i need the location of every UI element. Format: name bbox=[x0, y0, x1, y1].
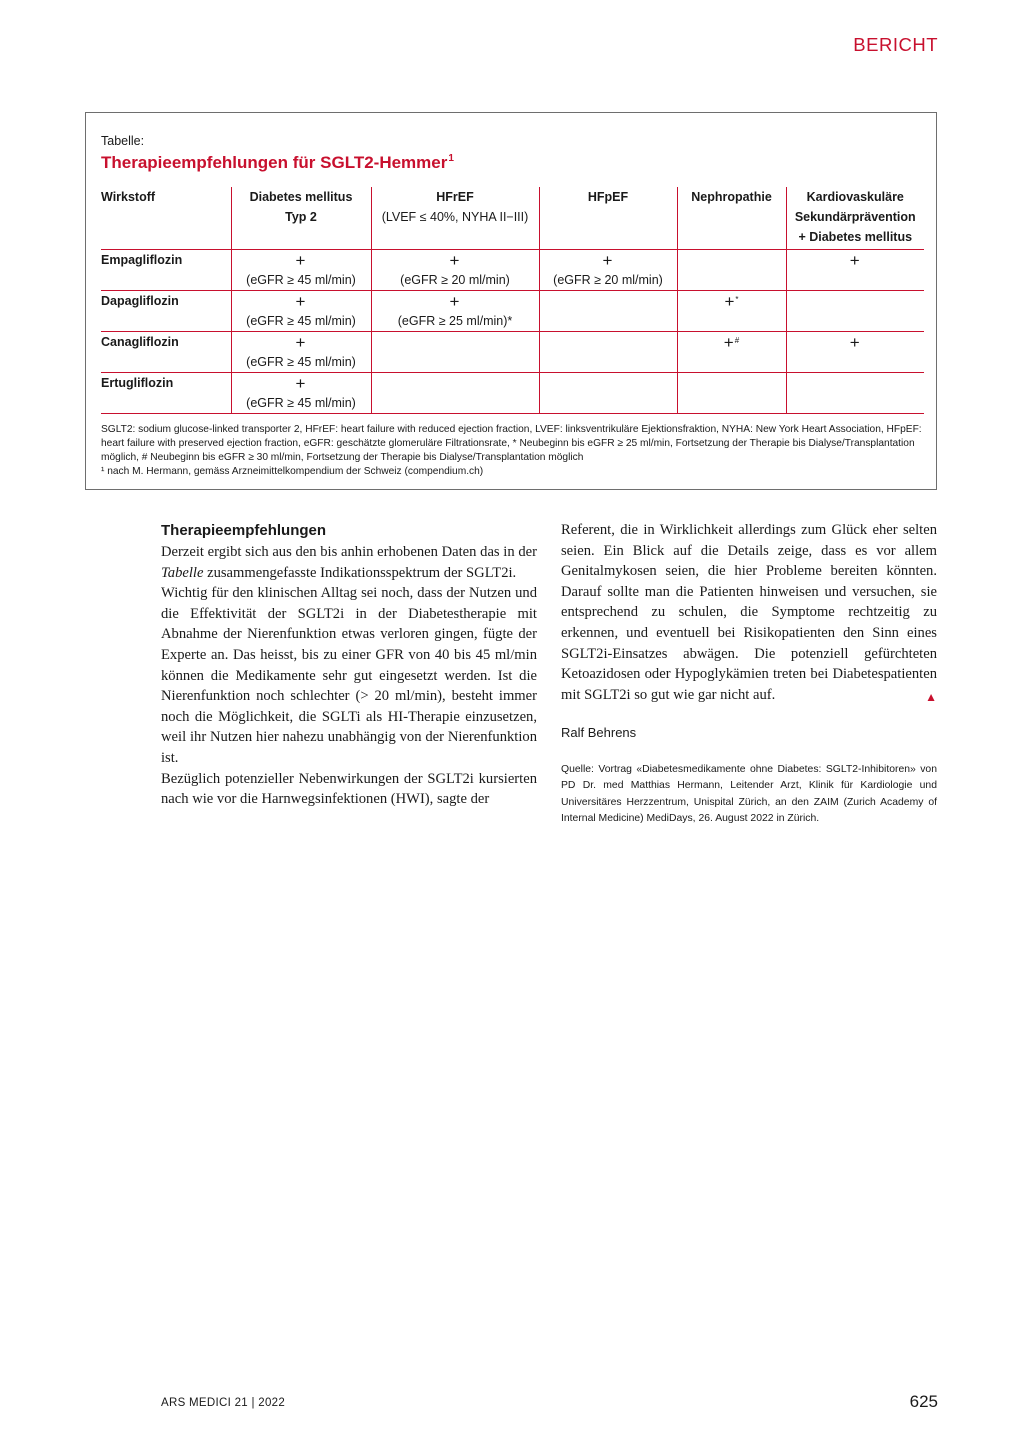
article-paragraph-2: Wichtig für den klinischen Alltag sei noch, dass der Nutzen und die Effektivität der SGLT2i in der Diabetestherapie mit Abnahme der Nierenfunktion etwas verloren gingen, fügte der Experte an. Das heisst, bis zu einer GFR von 40 bis 45 ml/min können die Medikamente sehr gut eingesetzt werden. Ist die Nierenfunktion noch schlechter (> 20 ml/min), besteht immer noch die Möglichkeit, die SGLTi als HI-Therapie einzusetzen, weil ihr Nutzen hier nahezu unabhängig von der Nierenfunktion ist. bbox=[161, 585, 537, 766]
table-cell bbox=[231, 291, 371, 332]
table-cell bbox=[786, 332, 924, 373]
journal-footer: ARS MEDICI 21 | 2022 bbox=[161, 1397, 286, 1409]
table-row bbox=[101, 332, 924, 373]
recommendation-mark: + bbox=[849, 333, 860, 352]
article-heading: Therapieempfehlungen bbox=[161, 522, 327, 539]
table-cell bbox=[371, 250, 539, 291]
sglt2-table bbox=[101, 187, 924, 414]
table-footnote-abbreviations: SGLT2: sodium glucose-linked transporter 2, HFrEF: heart failure with reduced ejection fraction, LVEF: linksventrikuläre Ejektionsfraktion, NYHA: New York Heart Association, HFpEF: heart failure with preserved ejection fraction, eGFR: geschätzte glomeruläre Filtrationsrate, * Neubeginn bis eGFR ≥ 25 ml/min, Fortsetzung der Therapie bis Dialyse/Transplantation möglich, # Neubeginn bis eGFR ≥ 30 ml/min, Fortsetzung der Therapie bis Dialyse/Transplantation möglich bbox=[101, 424, 922, 463]
table-kicker: Tabelle: bbox=[101, 134, 145, 148]
recommendation-mark: +# bbox=[723, 333, 740, 352]
recommendation-mark bbox=[678, 373, 786, 393]
table-cell bbox=[231, 250, 371, 291]
article-paragraph-1: Derzeit ergibt sich aus den bis anhin erhobenen Daten das in der Tabelle zusammengefasste Indikationsspektrum der SGLT2i. bbox=[161, 544, 537, 581]
section-label: BERICHT bbox=[853, 34, 938, 55]
column-header: HFpEF bbox=[539, 187, 677, 250]
article-column-left bbox=[161, 522, 537, 810]
table-row bbox=[101, 373, 924, 414]
recommendation-mark: + bbox=[295, 333, 306, 352]
recommendation-mark: +* bbox=[724, 292, 739, 311]
table-cell bbox=[539, 291, 677, 332]
recommendation-mark bbox=[372, 373, 539, 393]
recommendation-mark: + bbox=[295, 374, 306, 393]
table-reference: Tabelle bbox=[161, 564, 204, 581]
table-cell bbox=[786, 250, 924, 291]
recommendation-mark bbox=[540, 291, 677, 311]
table-cell bbox=[786, 291, 924, 332]
recommendation-mark bbox=[540, 332, 677, 352]
column-header: Nephropathie bbox=[677, 187, 786, 250]
column-header: Kardiovaskuläre Sekundärprävention + Diabetes mellitus bbox=[786, 187, 924, 250]
table-header-row bbox=[101, 187, 924, 250]
table-cell bbox=[371, 291, 539, 332]
author: Ralf Behrens bbox=[561, 725, 637, 741]
recommendation-mark bbox=[678, 250, 786, 270]
recommendation-mark bbox=[787, 291, 925, 311]
egfr-threshold: (eGFR ≥ 45 ml/min) bbox=[246, 273, 356, 287]
end-of-article-icon: ▲ bbox=[925, 689, 937, 704]
table-cell bbox=[677, 373, 786, 414]
table-cell bbox=[539, 373, 677, 414]
egfr-threshold: (eGFR ≥ 20 ml/min) bbox=[553, 273, 663, 287]
egfr-threshold: (eGFR ≥ 45 ml/min) bbox=[246, 314, 356, 328]
table-cell bbox=[786, 373, 924, 414]
recommendation-mark: + bbox=[449, 292, 460, 311]
table-cell bbox=[231, 332, 371, 373]
article-paragraph-3-end: Referent, die in Wirklichkeit allerdings zum Glück eher selten seien. Ein Blick auf die Details zeige, dass es vor allem Genitalmykosen seien, die hier Probleme bereiten könnten. Darauf sollte man die Patienten hinweisen und versuchen, sie entsprechend zu schulen, die Symptome rechtzeitig zu erkennen, und eventuell bei Risikopatienten den Sinn eines SGLT2i-Einsatzes abwägen. Die potenziell gefürchteten Ketoazidosen oder Hypoglykämien treten bei Diabetespatienten mit SGLT2i so gut wie gar nicht auf. ▲ bbox=[561, 520, 937, 705]
column-header: Wirkstoff bbox=[101, 190, 156, 204]
table-box bbox=[85, 112, 937, 490]
table-cell bbox=[677, 250, 786, 291]
table-cell bbox=[371, 332, 539, 373]
egfr-threshold: (eGFR ≥ 25 ml/min)* bbox=[397, 314, 513, 328]
table-footnotes bbox=[101, 423, 923, 479]
drug-name: Empagliflozin bbox=[101, 253, 183, 267]
table-row bbox=[101, 250, 924, 291]
source-note: Quelle: Vortrag «Diabetesmedikamente ohne Diabetes: SGLT2-Inhibitoren» von PD Dr. med Matthias Hermann, Leitender Arzt, Klinik für Kardiologie und Universitäres Herzzentrum, Unispital Zürich, an den ZAIM (Zurich Academy of Internal Medicine) MediDays, 26. August 2022 in Zürich. bbox=[561, 763, 937, 825]
egfr-threshold: (eGFR ≥ 20 ml/min) bbox=[400, 273, 510, 287]
page-number: 625 bbox=[909, 1392, 938, 1411]
table-title: Therapieempfehlungen für SGLT2-Hemmer$^1$ bbox=[101, 153, 454, 172]
egfr-threshold: (eGFR ≥ 45 ml/min) bbox=[246, 355, 356, 369]
drug-name: Dapagliflozin bbox=[101, 294, 179, 308]
drug-name: Ertugliflozin bbox=[101, 376, 174, 390]
table-cell bbox=[677, 291, 786, 332]
article-paragraph-3-start: Bezüglich potenzieller Nebenwirkungen der SGLT2i kursierten nach wie vor die Harnwegsinfektionen (HWI), sagte der bbox=[161, 770, 537, 808]
recommendation-mark: + bbox=[602, 251, 613, 270]
egfr-threshold: (eGFR ≥ 45 ml/min) bbox=[246, 396, 356, 410]
recommendation-mark bbox=[787, 373, 925, 393]
column-header: Diabetes mellitus Typ 2 bbox=[231, 187, 371, 250]
recommendation-mark bbox=[372, 332, 539, 352]
table-cell bbox=[539, 332, 677, 373]
column-header: HFrEF (LVEF ≤ 40%, NYHA II−III) bbox=[371, 187, 539, 250]
table-cell bbox=[539, 250, 677, 291]
recommendation-mark: + bbox=[449, 251, 460, 270]
table-footnote-source: ¹ nach M. Hermann, gemäss Arzneimittelkompendium der Schweiz (compendium.ch) bbox=[101, 466, 484, 477]
recommendation-mark: + bbox=[849, 251, 860, 270]
article-column-right bbox=[561, 520, 937, 828]
table-cell bbox=[371, 373, 539, 414]
drug-name: Canagliflozin bbox=[101, 335, 179, 349]
table-cell bbox=[677, 332, 786, 373]
recommendation-mark bbox=[540, 373, 677, 393]
recommendation-mark: + bbox=[295, 292, 306, 311]
table-cell bbox=[231, 373, 371, 414]
table-row bbox=[101, 291, 924, 332]
recommendation-mark: + bbox=[295, 251, 306, 270]
